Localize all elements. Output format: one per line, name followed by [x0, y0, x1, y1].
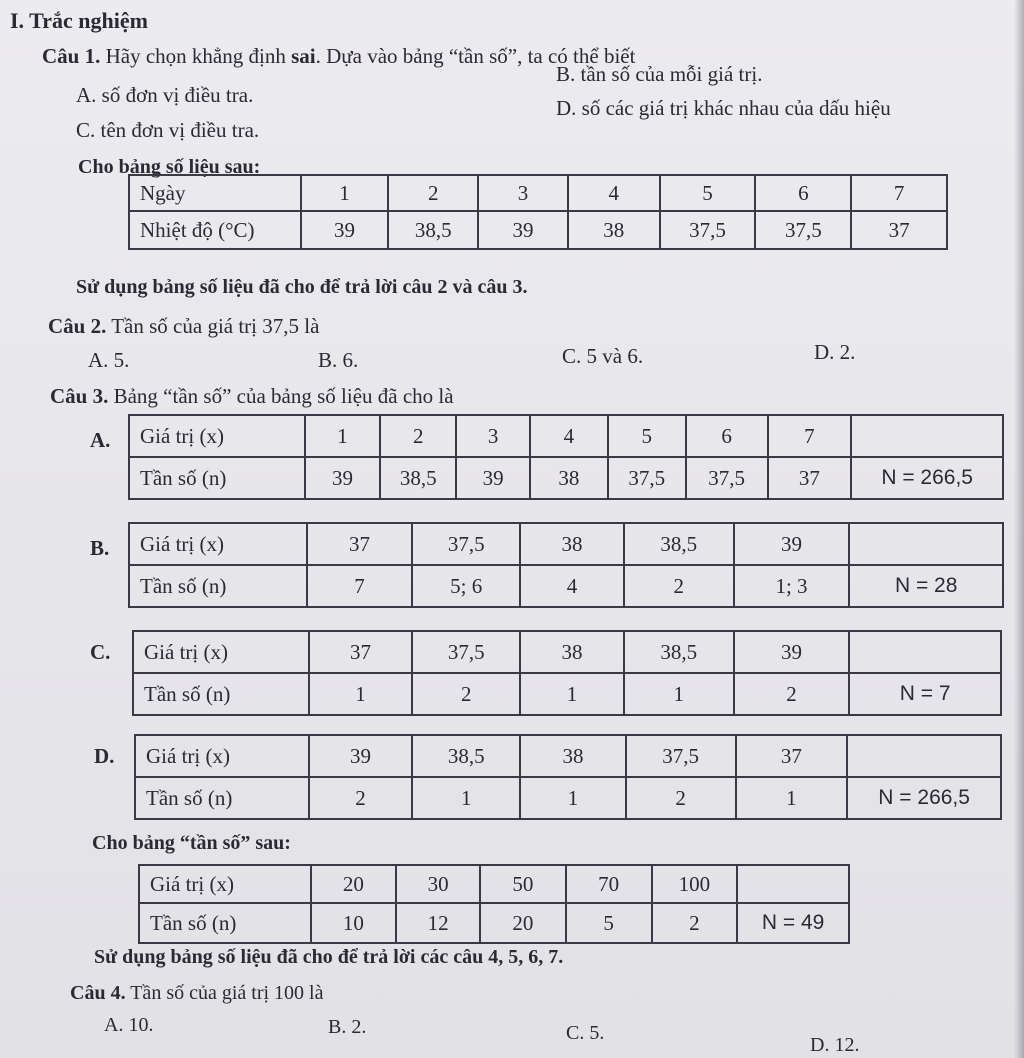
table-cell: Tần số (n)	[135, 777, 309, 819]
table-cell: 50	[480, 865, 566, 903]
table-cell: 3	[456, 415, 530, 457]
q3-option-b-table	[128, 522, 1004, 608]
use-data-instruction-2-3: Sử dụng bảng số liệu đã cho để trả lời câu 2 và câu 3.	[76, 276, 528, 298]
table-cell: 1	[736, 777, 848, 819]
question-4-label: Câu 4.	[70, 982, 126, 1004]
table-total-cell: N = 7	[849, 673, 1001, 715]
q1-option-b: B. tần số của mỗi giá trị.	[556, 62, 763, 86]
table-cell: 1	[412, 777, 520, 819]
q3-option-a-table	[128, 414, 1004, 500]
q2-option-d: D. 2.	[814, 340, 856, 364]
table-row	[129, 415, 1003, 457]
table-cell	[737, 865, 849, 903]
table-cell: Giá trị (x)	[129, 523, 307, 565]
table-cell: 6	[755, 175, 851, 211]
question-1-label: Câu 1.	[42, 44, 101, 68]
q2-option-b: B. 6.	[318, 348, 359, 372]
question-4	[70, 982, 324, 1005]
table-cell: 4	[520, 565, 624, 607]
table-cell: 1	[305, 415, 381, 457]
table-cell: 39	[309, 735, 413, 777]
table-cell	[851, 415, 1003, 457]
table-cell: 37	[768, 457, 852, 499]
table-cell: 37,5	[686, 457, 768, 499]
table-cell	[849, 523, 1003, 565]
table-row	[135, 735, 1001, 777]
table-cell: 2	[388, 175, 478, 211]
table-cell: Nhiệt độ (°C)	[129, 211, 301, 249]
table-cell: 1	[301, 175, 389, 211]
table-cell: Tần số (n)	[139, 903, 311, 943]
table-cell: 37	[851, 211, 947, 249]
q3-option-b-letter: B.	[90, 536, 110, 560]
table-cell: 100	[652, 865, 738, 903]
table-cell: 1	[309, 673, 413, 715]
table-cell: 7	[851, 175, 947, 211]
table-cell: 38,5	[380, 457, 456, 499]
table-cell	[849, 631, 1001, 673]
q4-option-d: D. 12.	[810, 1034, 860, 1056]
table-cell: Giá trị (x)	[139, 865, 311, 903]
table-cell: 38,5	[388, 211, 478, 249]
table-total-cell: N = 266,5	[851, 457, 1003, 499]
temperature-table-row-days	[129, 175, 947, 211]
q3-option-d-table	[134, 734, 1002, 820]
question-3	[50, 384, 454, 409]
temperature-table-row-temp	[129, 211, 947, 249]
table-cell: 20	[480, 903, 566, 943]
q4-option-b: B. 2.	[328, 1016, 367, 1038]
table-cell: 37,5	[626, 735, 736, 777]
intro-frequency-table: Cho bảng “tần số” sau:	[92, 832, 291, 854]
use-data-instruction-4-7: Sử dụng bảng số liệu đã cho để trả lời các câu 4, 5, 6, 7.	[94, 946, 564, 968]
table-row	[139, 903, 849, 943]
table-cell: 37,5	[660, 211, 756, 249]
section-title: I. Trắc nghiệm	[10, 8, 148, 33]
table-cell: 38	[520, 631, 624, 673]
table-cell: 3	[478, 175, 568, 211]
table-cell: 37,5	[608, 457, 686, 499]
table-cell: 38,5	[412, 735, 520, 777]
page-edge-shadow	[1014, 0, 1024, 1058]
table-cell: 39	[456, 457, 530, 499]
table-cell: 39	[301, 211, 389, 249]
table-cell: 38	[568, 211, 660, 249]
table-cell	[847, 735, 1001, 777]
question-2-text: Tần số của giá trị 37,5 là	[111, 314, 320, 338]
table-cell: 6	[686, 415, 768, 457]
table-cell: 30	[396, 865, 480, 903]
table-cell: 1	[520, 673, 624, 715]
table-cell: 5; 6	[412, 565, 520, 607]
temperature-table	[128, 174, 948, 250]
table-row	[133, 631, 1001, 673]
table-cell: 38	[530, 457, 608, 499]
table-row	[139, 865, 849, 903]
table-cell: 2	[412, 673, 520, 715]
question-2-label: Câu 2.	[48, 314, 107, 338]
frequency-table	[138, 864, 850, 944]
table-total-cell: N = 49	[737, 903, 849, 943]
q1-option-c: C. tên đơn vị điều tra.	[76, 118, 260, 142]
table-total-cell: N = 266,5	[847, 777, 1001, 819]
question-1-emphasis: sai	[291, 44, 316, 68]
question-1-text-after: . Dựa vào bảng “tần số”, ta có thể biết	[315, 44, 636, 68]
table-cell: 70	[566, 865, 652, 903]
table-cell: 1	[624, 673, 734, 715]
table-cell: Tần số (n)	[129, 457, 305, 499]
table-cell: Tần số (n)	[133, 673, 309, 715]
table-total-cell: N = 28	[849, 565, 1003, 607]
table-row	[129, 565, 1003, 607]
table-cell: 5	[660, 175, 756, 211]
table-cell: 37,5	[412, 523, 520, 565]
intro-data-table: Cho bảng số liệu sau:	[78, 156, 261, 178]
table-cell: 12	[396, 903, 480, 943]
table-row	[135, 777, 1001, 819]
table-cell: 38,5	[624, 523, 734, 565]
table-cell: 37,5	[412, 631, 520, 673]
table-cell: 2	[652, 903, 738, 943]
table-cell: 2	[734, 673, 850, 715]
table-cell: 37,5	[755, 211, 851, 249]
q1-option-d: D. số các giá trị khác nhau của dấu hiệu	[556, 96, 891, 120]
q3-option-c-letter: C.	[90, 640, 111, 664]
question-3-text: Bảng “tần số” của bảng số liệu đã cho là	[113, 384, 454, 408]
table-cell: 1	[520, 777, 626, 819]
table-cell: 38	[520, 735, 626, 777]
q4-option-c: C. 5.	[566, 1022, 605, 1044]
question-1-text-before: Hãy chọn khẳng định	[105, 44, 286, 68]
table-cell: 37	[307, 523, 413, 565]
table-cell: 4	[568, 175, 660, 211]
table-row	[129, 457, 1003, 499]
q2-option-c: C. 5 và 6.	[562, 344, 644, 368]
table-cell: 5	[608, 415, 686, 457]
table-cell: 39	[305, 457, 381, 499]
table-cell: 5	[566, 903, 652, 943]
table-cell: 1; 3	[734, 565, 850, 607]
table-cell: Giá trị (x)	[129, 415, 305, 457]
table-cell: 38	[520, 523, 624, 565]
question-2	[48, 314, 319, 339]
question-3-label: Câu 3.	[50, 384, 109, 408]
table-row	[129, 523, 1003, 565]
table-cell: 2	[624, 565, 734, 607]
table-cell: 7	[307, 565, 413, 607]
table-cell: 39	[478, 211, 568, 249]
q4-option-a: A. 10.	[104, 1014, 154, 1036]
q3-option-d-letter: D.	[94, 744, 115, 768]
table-cell: 39	[734, 631, 850, 673]
table-cell: 37	[736, 735, 848, 777]
table-cell: 10	[311, 903, 397, 943]
table-cell: Tần số (n)	[129, 565, 307, 607]
table-cell: Giá trị (x)	[133, 631, 309, 673]
q1-option-a: A. số đơn vị điều tra.	[76, 83, 254, 107]
table-cell: 39	[734, 523, 850, 565]
q3-option-c-table	[132, 630, 1002, 716]
q3-option-a-letter: A.	[90, 428, 111, 452]
q2-option-a: A. 5.	[88, 348, 130, 372]
table-cell: 2	[309, 777, 413, 819]
question-1	[42, 44, 635, 69]
table-cell: 37	[309, 631, 413, 673]
table-cell: Ngày	[129, 175, 301, 211]
table-cell: Giá trị (x)	[135, 735, 309, 777]
table-cell: 7	[768, 415, 852, 457]
table-cell: 38,5	[624, 631, 734, 673]
table-row	[133, 673, 1001, 715]
table-cell: 20	[311, 865, 397, 903]
table-cell: 2	[626, 777, 736, 819]
table-cell: 4	[530, 415, 608, 457]
question-4-text: Tần số của giá trị 100 là	[130, 982, 324, 1004]
table-cell: 2	[380, 415, 456, 457]
